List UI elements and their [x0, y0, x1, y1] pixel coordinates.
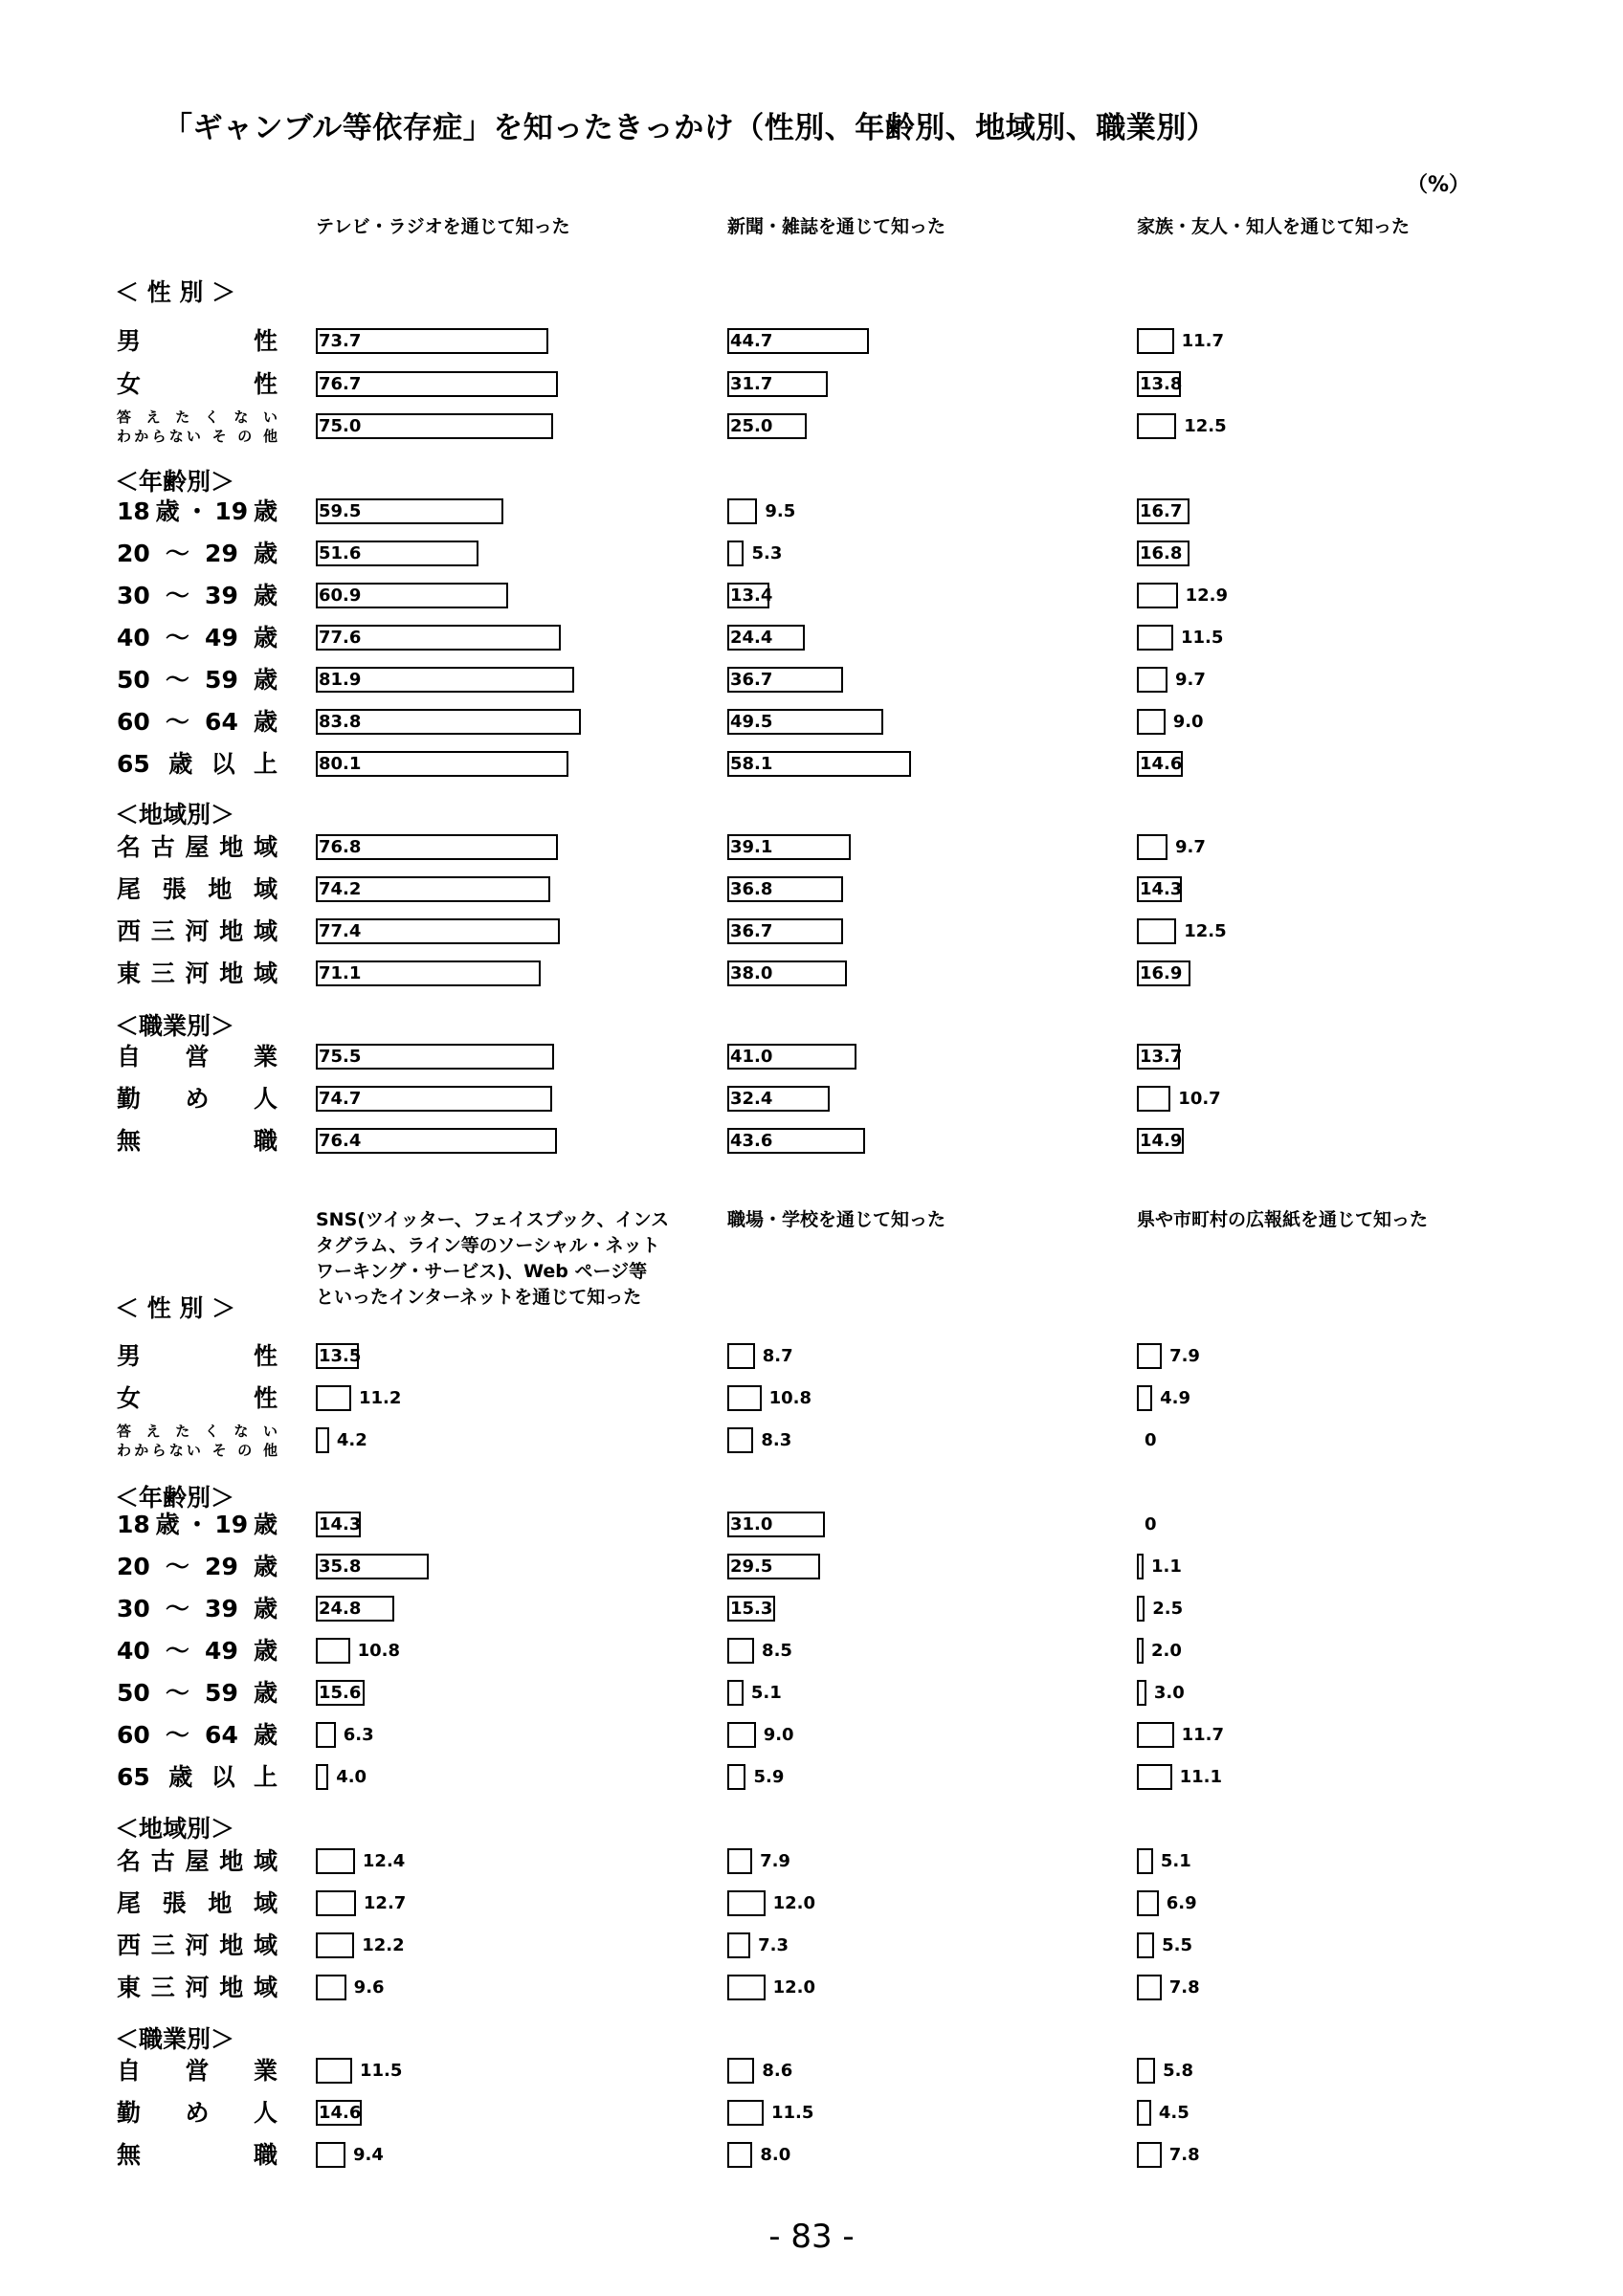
bar — [316, 1427, 329, 1453]
column-header: 新聞・雑誌を通じて知った — [727, 216, 946, 237]
data-label: 32.4 — [730, 1089, 773, 1109]
bar — [1137, 1848, 1153, 1874]
row-label: 65歳以上 — [117, 750, 278, 778]
data-label: 38.0 — [730, 963, 773, 983]
data-label: 76.7 — [319, 374, 362, 394]
data-label: 0 — [1145, 1514, 1157, 1534]
data-label: 9.4 — [353, 2145, 384, 2165]
data-label: 74.7 — [319, 1089, 362, 1109]
bar — [1137, 583, 1178, 608]
bar — [316, 1722, 336, 1748]
bar — [1137, 1722, 1174, 1748]
data-label: 12.7 — [363, 1893, 407, 1913]
bar — [1137, 1596, 1145, 1622]
bar — [1137, 2100, 1151, 2126]
row-label: 勤 め 人 — [117, 2099, 278, 2127]
row-label: 名古屋地域 — [117, 833, 278, 861]
row-label: 西三河地域 — [117, 917, 278, 945]
bar — [316, 1890, 356, 1916]
bar — [727, 1975, 766, 2000]
column-header: 県や市町村の広報紙を通じて知った — [1137, 1209, 1429, 1230]
bar — [1137, 2142, 1162, 2168]
data-label: 75.0 — [319, 416, 362, 436]
data-label: 14.6 — [319, 2103, 362, 2123]
data-label: 4.2 — [336, 1430, 367, 1450]
data-label: 11.5 — [770, 2103, 814, 2123]
page-number: - 83 - — [768, 2218, 855, 2256]
bar — [1137, 1086, 1170, 1112]
data-label: 39.1 — [730, 837, 773, 857]
data-label: 74.2 — [319, 879, 362, 899]
data-label: 8.3 — [761, 1430, 792, 1450]
row-label: 60～64歳 — [117, 1721, 278, 1749]
data-label: 11.5 — [1180, 628, 1224, 648]
row-label: 東三河地域 — [117, 1974, 278, 2001]
bar — [727, 1722, 756, 1748]
data-label: 13.8 — [1140, 374, 1183, 394]
bar — [316, 2142, 345, 2168]
data-label: 14.9 — [1140, 1131, 1183, 1151]
row-label: 無 職 — [117, 2141, 278, 2169]
bar — [1137, 709, 1166, 735]
bar — [727, 498, 757, 524]
data-label: 12.9 — [1185, 585, 1228, 606]
data-label: 7.9 — [760, 1851, 790, 1871]
bar — [727, 1385, 762, 1411]
bar — [1137, 1932, 1154, 1958]
bar — [727, 1932, 750, 1958]
data-label: 14.3 — [1140, 879, 1183, 899]
column-header: 職場・学校を通じて知った — [727, 1209, 946, 1230]
data-label: 12.5 — [1184, 416, 1227, 436]
bar — [1137, 328, 1174, 354]
data-label: 73.7 — [319, 331, 362, 351]
row-label: 30～39歳 — [117, 1595, 278, 1623]
data-label: 80.1 — [319, 754, 362, 774]
row-label: 男 性 — [117, 327, 278, 355]
data-label: 5.8 — [1163, 2061, 1194, 2081]
data-label: 12.2 — [362, 1935, 405, 1955]
row-label: 尾張地域 — [117, 1889, 278, 1917]
column-header: 家族・友人・知人を通じて知った — [1137, 216, 1411, 237]
group-label: ＜職業別＞ — [115, 2025, 235, 2053]
data-label: 12.5 — [1184, 921, 1227, 941]
data-label: 31.0 — [730, 1514, 773, 1534]
data-label: 9.0 — [1172, 712, 1204, 732]
data-label: 49.5 — [730, 712, 773, 732]
data-label: 5.5 — [1162, 1935, 1193, 1955]
row-label: 50～59歳 — [117, 666, 278, 694]
data-label: 77.6 — [319, 628, 362, 648]
data-label: 6.3 — [343, 1725, 374, 1745]
bar — [727, 1638, 754, 1664]
row-label: 自 営 業 — [117, 2057, 278, 2085]
data-label: 44.7 — [730, 331, 773, 351]
group-label: ＜職業別＞ — [115, 1012, 235, 1040]
data-label: 5.3 — [751, 543, 783, 563]
group-label: ＜ 性 別 ＞ — [115, 278, 236, 306]
data-label: 1.1 — [1151, 1556, 1182, 1577]
data-label: 16.7 — [1140, 501, 1183, 521]
bar — [316, 1764, 328, 1790]
group-label: ＜年齢別＞ — [115, 1484, 235, 1512]
bar — [727, 2100, 764, 2126]
data-label: 35.8 — [319, 1556, 362, 1577]
data-label: 51.6 — [319, 543, 362, 563]
data-label: 77.4 — [319, 921, 362, 941]
bar — [1137, 1890, 1159, 1916]
data-label: 14.3 — [319, 1514, 362, 1534]
data-label: 12.0 — [772, 1977, 816, 1998]
data-label: 5.1 — [1160, 1851, 1191, 1871]
data-label: 15.6 — [319, 1683, 362, 1703]
row-label: 名古屋地域 — [117, 1847, 278, 1875]
data-label: 13.4 — [730, 585, 773, 606]
data-label: 9.6 — [353, 1977, 385, 1998]
bar — [1137, 2058, 1155, 2084]
data-label: 59.5 — [319, 501, 362, 521]
row-label: 答 え た く な い わからない そ の 他 — [117, 408, 278, 445]
data-label: 10.7 — [1178, 1089, 1221, 1109]
row-label: 自 営 業 — [117, 1043, 278, 1071]
data-label: 11.5 — [359, 2061, 403, 2081]
bar — [727, 541, 744, 566]
data-label: 4.5 — [1158, 2103, 1189, 2123]
data-label: 12.4 — [362, 1851, 406, 1871]
data-label: 10.8 — [357, 1641, 401, 1661]
data-label: 41.0 — [730, 1047, 773, 1067]
group-label: ＜年齢別＞ — [115, 468, 235, 496]
data-label: 16.8 — [1140, 543, 1183, 563]
row-label: 20～29歳 — [117, 540, 278, 567]
row-label: 30～39歳 — [117, 582, 278, 609]
row-label: 65歳以上 — [117, 1763, 278, 1791]
bar — [727, 1764, 745, 1790]
data-label: 11.7 — [1181, 1725, 1225, 1745]
bar — [1137, 413, 1176, 439]
bar — [1137, 834, 1167, 860]
column-header: テレビ・ラジオを通じて知った — [316, 216, 570, 237]
data-label: 11.1 — [1179, 1767, 1223, 1787]
data-label: 36.7 — [730, 921, 773, 941]
row-label: 20～29歳 — [117, 1553, 278, 1580]
page-title: 「ギャンブル等依存症」を知ったきっかけ（性別、年齢別、地域別、職業別） — [163, 111, 1217, 145]
bar — [1137, 1638, 1144, 1664]
data-label: 5.1 — [750, 1683, 782, 1703]
bar — [727, 1890, 766, 1916]
group-label: ＜地域別＞ — [115, 801, 235, 828]
bar — [1137, 1385, 1152, 1411]
data-label: 6.9 — [1166, 1893, 1197, 1913]
data-label: 81.9 — [319, 670, 362, 690]
data-label: 0 — [1145, 1430, 1157, 1450]
row-label: 18歳・19歳 — [117, 1511, 278, 1538]
data-label: 8.0 — [760, 2145, 791, 2165]
group-label: ＜ 性 別 ＞ — [115, 1294, 236, 1322]
data-label: 9.7 — [1175, 670, 1206, 690]
data-label: 3.0 — [1153, 1683, 1185, 1703]
bar — [316, 2058, 352, 2084]
bar — [1137, 1764, 1172, 1790]
bar — [1137, 1343, 1162, 1369]
bar — [1137, 1680, 1146, 1706]
data-label: 15.3 — [730, 1599, 773, 1619]
data-label: 11.7 — [1181, 331, 1225, 351]
column-header: SNS(ツイッター、フェイスブック、インス タグラム、ライン等のソーシャル・ネット ワーキング・サービス)、Web ページ等 といったインターネットを通じて知った — [316, 1209, 670, 1308]
row-label: 西三河地域 — [117, 1932, 278, 1959]
unit-label: （%） — [1407, 173, 1471, 197]
data-label: 2.5 — [1152, 1599, 1184, 1619]
row-label: 勤 め 人 — [117, 1085, 278, 1113]
data-label: 8.5 — [762, 1641, 792, 1661]
bar — [1137, 625, 1173, 651]
data-label: 13.5 — [319, 1346, 362, 1366]
data-label: 11.2 — [358, 1388, 402, 1408]
row-label: 無 職 — [117, 1127, 278, 1155]
data-label: 13.7 — [1140, 1047, 1183, 1067]
group-label: ＜地域別＞ — [115, 1815, 235, 1843]
bar — [727, 1427, 753, 1453]
data-label: 14.6 — [1140, 754, 1183, 774]
row-label: 女 性 — [117, 370, 278, 398]
row-label: 40～49歳 — [117, 1637, 278, 1665]
data-label: 43.6 — [730, 1131, 773, 1151]
row-label: 答 え た く な い わからない そ の 他 — [117, 1423, 278, 1459]
data-label: 36.8 — [730, 879, 773, 899]
data-label: 76.4 — [319, 1131, 362, 1151]
data-label: 4.0 — [336, 1767, 367, 1787]
data-label: 36.7 — [730, 670, 773, 690]
data-label: 58.1 — [730, 754, 773, 774]
bar — [727, 1343, 755, 1369]
row-label: 40～49歳 — [117, 624, 278, 651]
bar — [316, 1385, 351, 1411]
data-label: 9.0 — [763, 1725, 794, 1745]
data-label: 7.8 — [1168, 1977, 1200, 1998]
row-label: 男 性 — [117, 1342, 278, 1370]
row-label: 50～59歳 — [117, 1679, 278, 1707]
row-label: 60～64歳 — [117, 708, 278, 736]
row-label: 東三河地域 — [117, 960, 278, 987]
data-label: 71.1 — [319, 963, 362, 983]
data-label: 5.9 — [753, 1767, 785, 1787]
data-label: 10.8 — [768, 1388, 812, 1408]
data-label: 7.3 — [758, 1935, 789, 1955]
data-label: 2.0 — [1151, 1641, 1182, 1661]
data-label: 24.8 — [319, 1599, 362, 1619]
data-label: 76.8 — [319, 837, 362, 857]
row-label: 尾張地域 — [117, 875, 278, 903]
bar — [1137, 667, 1167, 693]
data-label: 16.9 — [1140, 963, 1183, 983]
bar — [316, 1975, 346, 2000]
data-label: 9.5 — [765, 501, 796, 521]
bar — [316, 1638, 350, 1664]
bar — [727, 2142, 752, 2168]
data-label: 83.8 — [319, 712, 362, 732]
data-label: 75.5 — [319, 1047, 362, 1067]
row-label: 女 性 — [117, 1384, 278, 1412]
data-label: 60.9 — [319, 585, 362, 606]
data-label: 12.0 — [772, 1893, 816, 1913]
bar — [1137, 1975, 1162, 2000]
data-label: 7.8 — [1168, 2145, 1200, 2165]
data-label: 25.0 — [730, 416, 773, 436]
bar — [316, 1848, 355, 1874]
bar — [1137, 918, 1176, 944]
data-label: 8.7 — [762, 1346, 793, 1366]
bar — [1137, 1554, 1144, 1579]
data-label: 4.9 — [1160, 1388, 1191, 1408]
data-label: 29.5 — [730, 1556, 773, 1577]
bar — [727, 1680, 744, 1706]
data-label: 9.7 — [1175, 837, 1206, 857]
data-label: 24.4 — [730, 628, 773, 648]
data-label: 7.9 — [1169, 1346, 1200, 1366]
bar — [727, 2058, 754, 2084]
data-label: 31.7 — [730, 374, 773, 394]
bar — [727, 1848, 752, 1874]
data-label: 8.6 — [762, 2061, 793, 2081]
row-label: 18歳・19歳 — [117, 497, 278, 525]
bar — [316, 1932, 354, 1958]
